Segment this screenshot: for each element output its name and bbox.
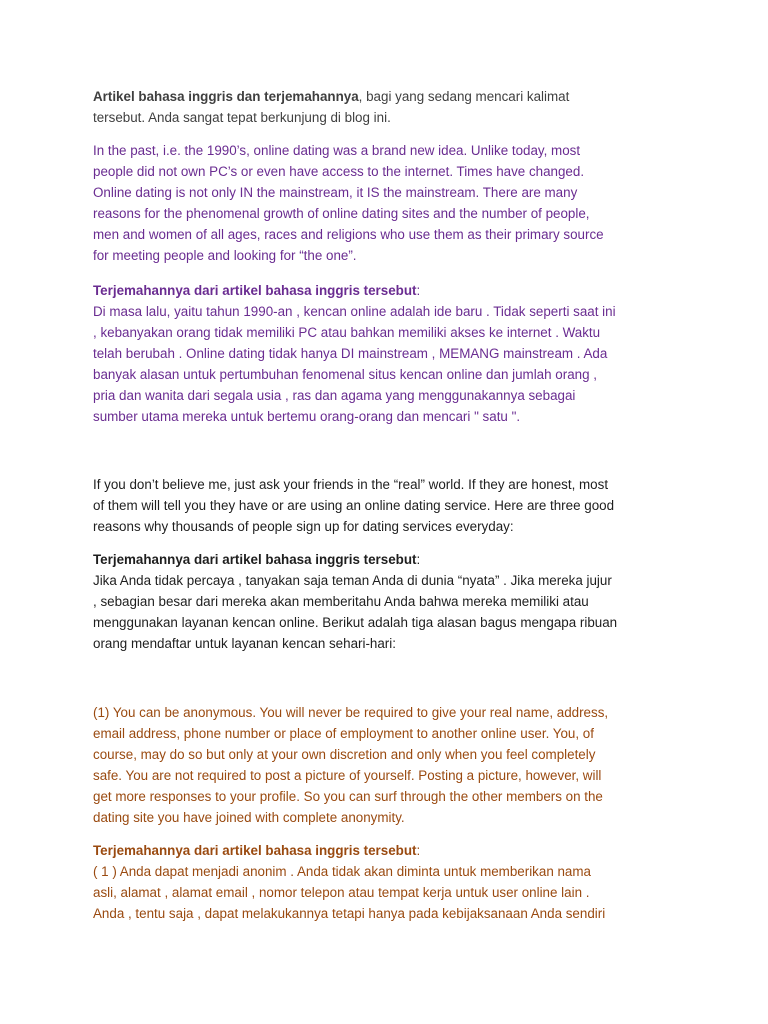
translation3-line: asli, alamat , alamat email , nomor telepon atau tempat kerja untuk user online lain . [93, 885, 590, 900]
translation1-line: Di masa lalu, yaitu tahun 1990-an , kencan online adalah ide baru . Tidak seperti saat ini [93, 304, 616, 319]
translation2-line: orang mendaftar untuk layanan kencan sehari-hari: [93, 636, 396, 651]
translation3-heading-text: Terjemahannya dari artikel bahasa inggris tersebut [93, 843, 417, 858]
article-paragraph-2 [93, 474, 668, 537]
translation2-colon: : [416, 552, 421, 567]
article1-line: men and women of all ages, races and religions who use them as their primary source [93, 227, 604, 242]
translation1-heading-text: Terjemahannya dari artikel bahasa inggris tersebut [93, 283, 417, 298]
article1-line: for meeting people and looking for “the one”. [93, 248, 357, 263]
article3-line: (1) You can be anonymous. You will never be required to give your real name, address, [93, 705, 609, 720]
article2-line: reasons why thousands of people sign up for dating services everyday: [93, 519, 514, 534]
article-paragraph-1 [93, 140, 668, 266]
translation-paragraph-3 [93, 861, 668, 924]
intro-line-1 [93, 86, 668, 107]
article1-line: Online dating is not only IN the mainstream, it IS the mainstream. There are many [93, 185, 578, 200]
translation3-colon: : [416, 843, 421, 858]
article2-line: If you don’t believe me, just ask your friends in the “real” world. If they are honest, most [93, 477, 609, 492]
translation3-line: Anda , tentu saja , dapat melakukannya tetapi hanya pada kebijaksanaan Anda sendiri [93, 906, 606, 921]
translation2-line: menggunakan layanan kencan online. Berikut adalah tiga alasan bagus mengapa ribuan [93, 615, 618, 630]
article2-line: of them will tell you they have or are using an online dating service. Here are three good [93, 498, 615, 513]
translation2-line: , sebagian besar dari mereka akan memberitahu Anda bahwa mereka memiliki atau [93, 594, 589, 609]
article3-line: email address, phone number or place of employment to another online user. You, of [93, 726, 594, 741]
article-paragraph-3 [93, 702, 668, 828]
article3-line: safe. You are not required to post a picture of yourself. Posting a picture, however, will [93, 768, 602, 783]
intro-line-1-rest: , bagi yang sedang mencari kalimat [358, 89, 570, 104]
translation-paragraph-1 [93, 301, 668, 427]
translation1-line: telah berubah . Online dating tidak hanya DI mainstream , MEMANG mainstream . Ada [93, 346, 608, 361]
translation1-line: pria dan wanita dari segala usia , ras dan agama yang menggunakannya sebagai [93, 388, 576, 403]
translation1-line: banyak alasan untuk pertumbuhan fenomenal situs kencan online dan jumlah orang , [93, 367, 597, 382]
translation3-line: ( 1 ) Anda dapat menjadi anonim . Anda tidak akan diminta untuk memberikan nama [93, 864, 591, 879]
translation-heading-1 [93, 280, 668, 301]
intro-bold-lead: Artikel bahasa inggris dan terjemahannya [93, 89, 359, 104]
translation-paragraph-2 [93, 570, 668, 654]
translation2-heading-text: Terjemahannya dari artikel bahasa inggris tersebut [93, 552, 417, 567]
translation2-line: Jika Anda tidak percaya , tanyakan saja teman Anda di dunia “nyata” . Jika mereka jujur [93, 573, 612, 588]
article3-line: dating site you have joined with complete anonymity. [93, 810, 405, 825]
article1-line: people did not own PC’s or even have access to the internet. Times have changed. [93, 164, 585, 179]
translation1-line: sumber utama mereka untuk bertemu orang-orang dan mencari " satu ". [93, 409, 521, 424]
article1-line: reasons for the phenomenal growth of online dating sites and the number of people, [93, 206, 590, 221]
article3-line: course, may do so but only at your own discretion and only when you feel completely [93, 747, 596, 762]
intro-paragraph [93, 86, 668, 128]
translation1-line: , kebanyakan orang tidak memiliki PC atau bahkan memiliki akses ke internet . Waktu [93, 325, 601, 340]
article1-line: In the past, i.e. the 1990’s, online dating was a brand new idea. Unlike today, most [93, 143, 581, 158]
article3-line: get more responses to your profile. So you can surf through the other members on the [93, 789, 603, 804]
translation-heading-3 [93, 840, 668, 861]
translation-heading-2 [93, 549, 668, 570]
intro-line-2: tersebut. Anda sangat tepat berkunjung di blog ini. [93, 110, 391, 125]
translation1-colon: : [416, 283, 421, 298]
